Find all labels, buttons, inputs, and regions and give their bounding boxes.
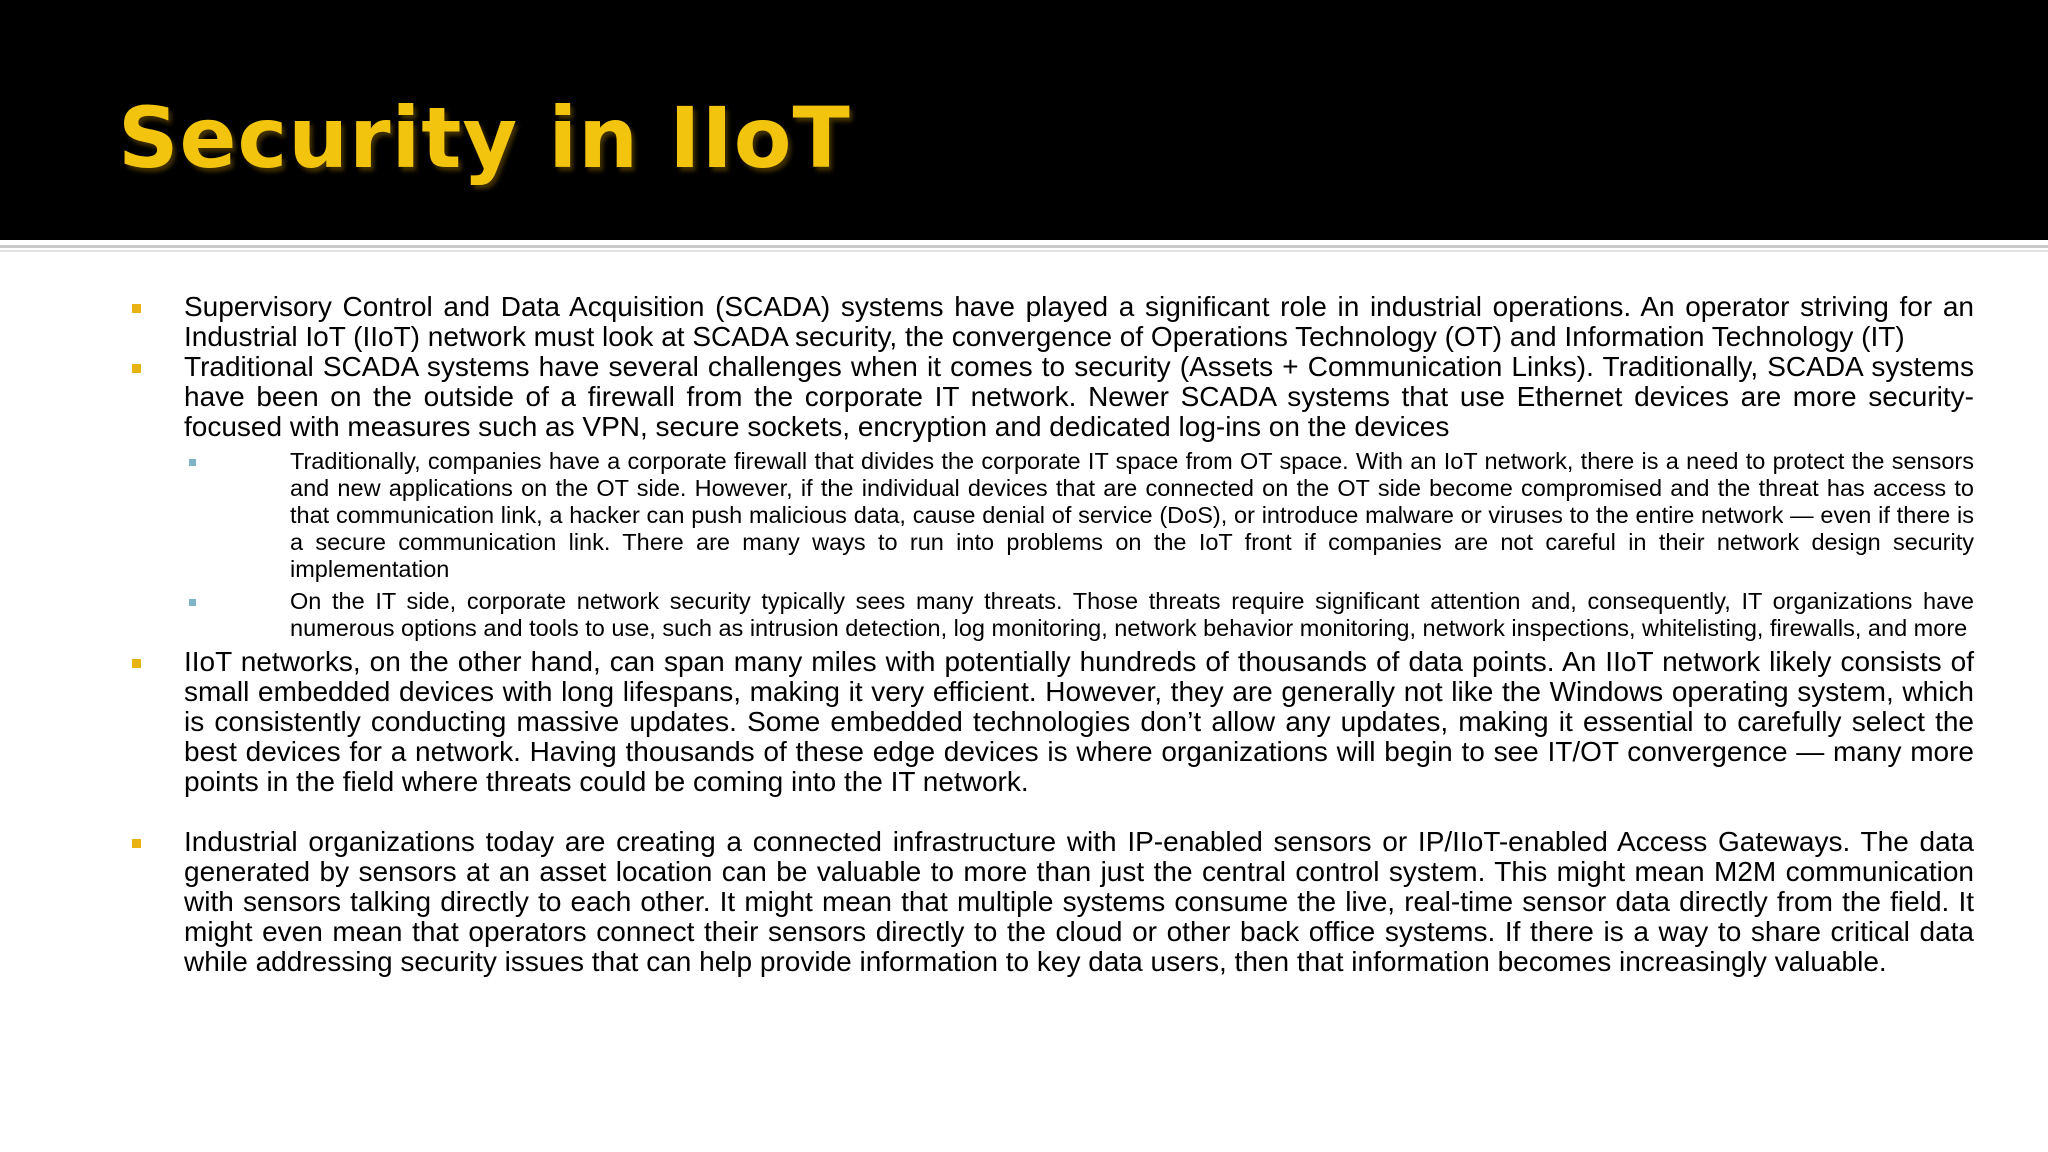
header-divider: [0, 240, 2048, 248]
bullet-text: Traditional SCADA systems have several challenges when it comes to security (Assets + Communication Links). Traditionally, SCADA systems have been on the outside of a firewall from the corporate IT network. Newer SCADA systems that use Ethernet devices are more security-focused with measures such as VPN, secure sockets, encryption and dedicated log-ins on the devices: [184, 351, 1974, 442]
square-bullet-icon: [132, 364, 141, 373]
header-divider-shadow: [0, 250, 2048, 252]
sub-bullet-ot-firewall: [128, 448, 1974, 583]
sub-bullet-text: On the IT side, corporate network security typically sees many threats. Those threats require significant attention and, consequently, IT organizations have numerous options and tools to use, such as intrusion detection, log monitoring, network behavior monitoring, network inspections, whitelisting, firewalls, and more: [290, 588, 1974, 641]
bullet-scada-overview: [128, 292, 1974, 352]
square-sub-bullet-icon: [189, 599, 196, 606]
square-bullet-icon: [132, 304, 141, 313]
bullet-traditional-scada: [128, 352, 1974, 642]
square-bullet-icon: [132, 659, 141, 668]
bullet-text: Industrial organizations today are creating a connected infrastructure with IP-enabled sensors or IP/IIoT-enabled Access Gateways. The data generated by sensors at an asset location can be valuable to more than just the central control system. This might mean M2M communication with sensors talking directly to each other. It might mean that multiple systems consume the live, real-time sensor data directly from the field. It might even mean that operators connect their sensors directly to the cloud or other back office systems. If there is a way to share critical data while addressing security issues that can help provide information to key data users, then that information becomes increasingly valuable.: [184, 826, 1974, 977]
bullet-text: Supervisory Control and Data Acquisition (SCADA) systems have played a significant role in industrial operations. An operator striving for an Industrial IoT (IIoT) network must look at SCADA security, the convergence of Operations Technology (OT) and Information Technology (IT): [184, 291, 1974, 352]
bullet-text: IIoT networks, on the other hand, can span many miles with potentially hundreds of thousands of data points. An IIoT network likely consists of small embedded devices with long lifespans, making it very efficient. However, they are generally not like the Windows operating system, which is consistently conducting massive updates. Some embedded technologies don’t allow any updates, making it essential to carefully select the best devices for a network. Having thousands of these edge devices is where organizations will begin to see IT/OT convergence — many more points in the field where threats could be coming into the IT network.: [184, 646, 1974, 797]
title-header-band: [0, 0, 2048, 240]
slide-title: Security in IIoT: [118, 89, 851, 187]
square-sub-bullet-icon: [189, 459, 196, 466]
bullet-iiot-networks: [128, 647, 1974, 797]
bullet-industrial-organizations: [128, 827, 1974, 977]
sub-bullet-it-side: [128, 588, 1974, 642]
sub-bullet-text: Traditionally, companies have a corporate firewall that divides the corporate IT space from OT space. With an IoT network, there is a need to protect the sensors and new applications on the OT side. However, if the individual devices that are connected on the OT side become compromised and the threat has access to that communication link, a hacker can push malicious data, cause denial of service (DoS), or introduce malware or viruses to the entire network — even if there is a secure communication link. There are many ways to run into problems on the IoT front if companies are not careful in their network design security implementation: [290, 448, 1974, 582]
square-bullet-icon: [132, 839, 141, 848]
bullet-list: [128, 292, 1974, 977]
sub-bullet-list: [184, 448, 1974, 642]
